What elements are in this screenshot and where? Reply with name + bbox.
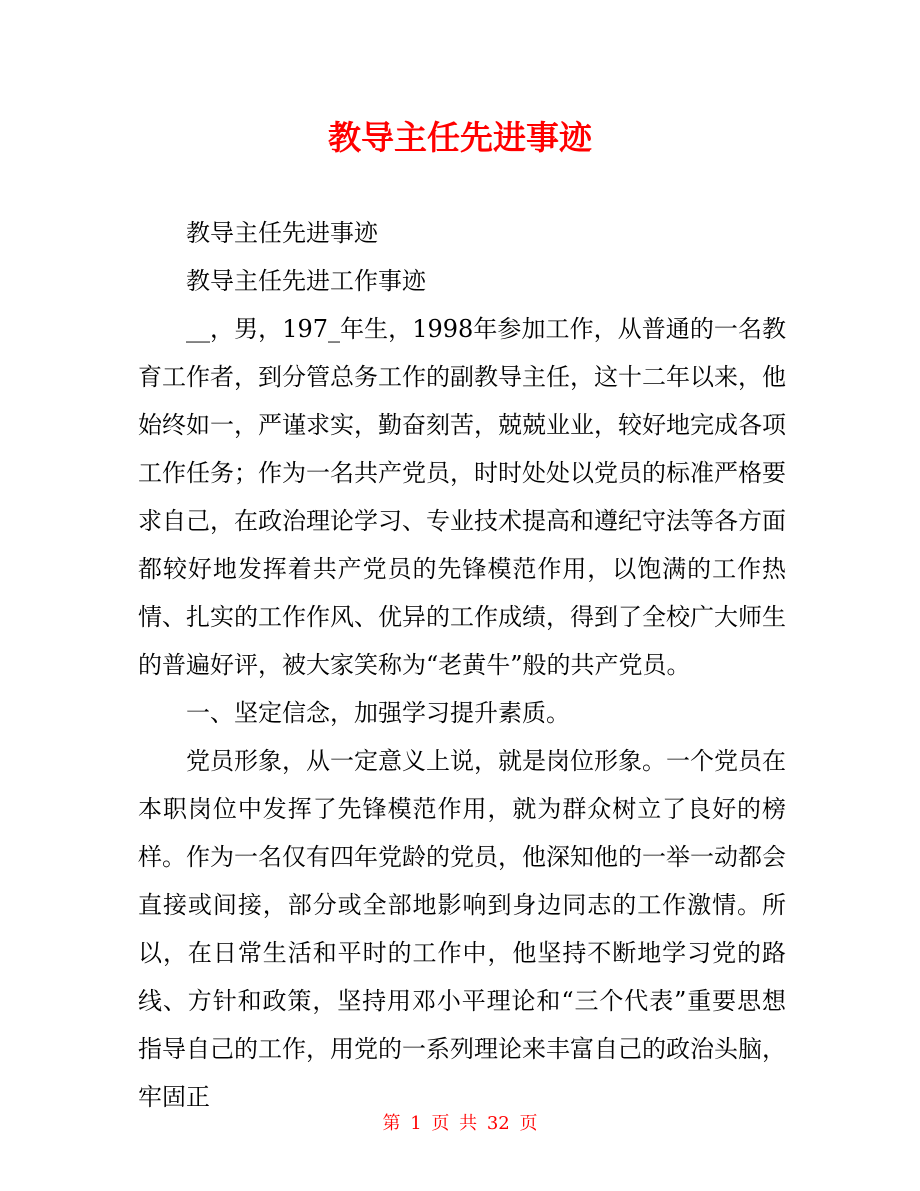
- paragraph-intro: __，男，197_年生，1998年参加工作，从普通的一名教育工作者，到分管总务工作的副教导主任，这十二年以来，他始终如一，严谨求实，勤奋刻苦，兢兢业业，较好地完成各项工作任务；作为一名共产党员，时时处处以党员的标准严格要求自己，在政治理论学习、专业技术提高和遵纪守法等各方面都较好地发挥着共产党员的先锋模范作用，以饱满的工作热情、扎实的工作作风、优异的工作成绩，得到了全校广大师生的普遍好评，被大家笑称为“老黄牛”般的共产党员。: [138, 315, 786, 679]
- paragraph-section-1: 党员形象，从一定意义上说，就是岗位形象。一个党员在本职岗位中发挥了先锋模范作用，就为群众树立了良好的榜样。作为一名仅有四年党龄的党员，他深知他的一举一动都会直接或间接，部分或全部地影响到身边同志的工作激情。所以，在日常生活和平时的工作中，他坚持不断地学习党的路线、方针和政策，坚持用邓小平理论和“三个代表”重要思想指导自己的工作，用党的一系列理论来丰富自己的政治头脑，牢固正: [138, 747, 786, 1111]
- page-footer: 第 1 页 共 32 页: [382, 1113, 538, 1134]
- paragraph-heading-2: 教导主任先进工作事迹: [186, 267, 426, 295]
- section-heading-1: 一、坚定信念，加强学习提升素质。: [186, 699, 570, 727]
- document-body: [138, 209, 786, 1121]
- document-title: 教导主任先进事迹: [328, 118, 592, 157]
- paragraph-heading-1: 教导主任先进事迹: [186, 219, 378, 247]
